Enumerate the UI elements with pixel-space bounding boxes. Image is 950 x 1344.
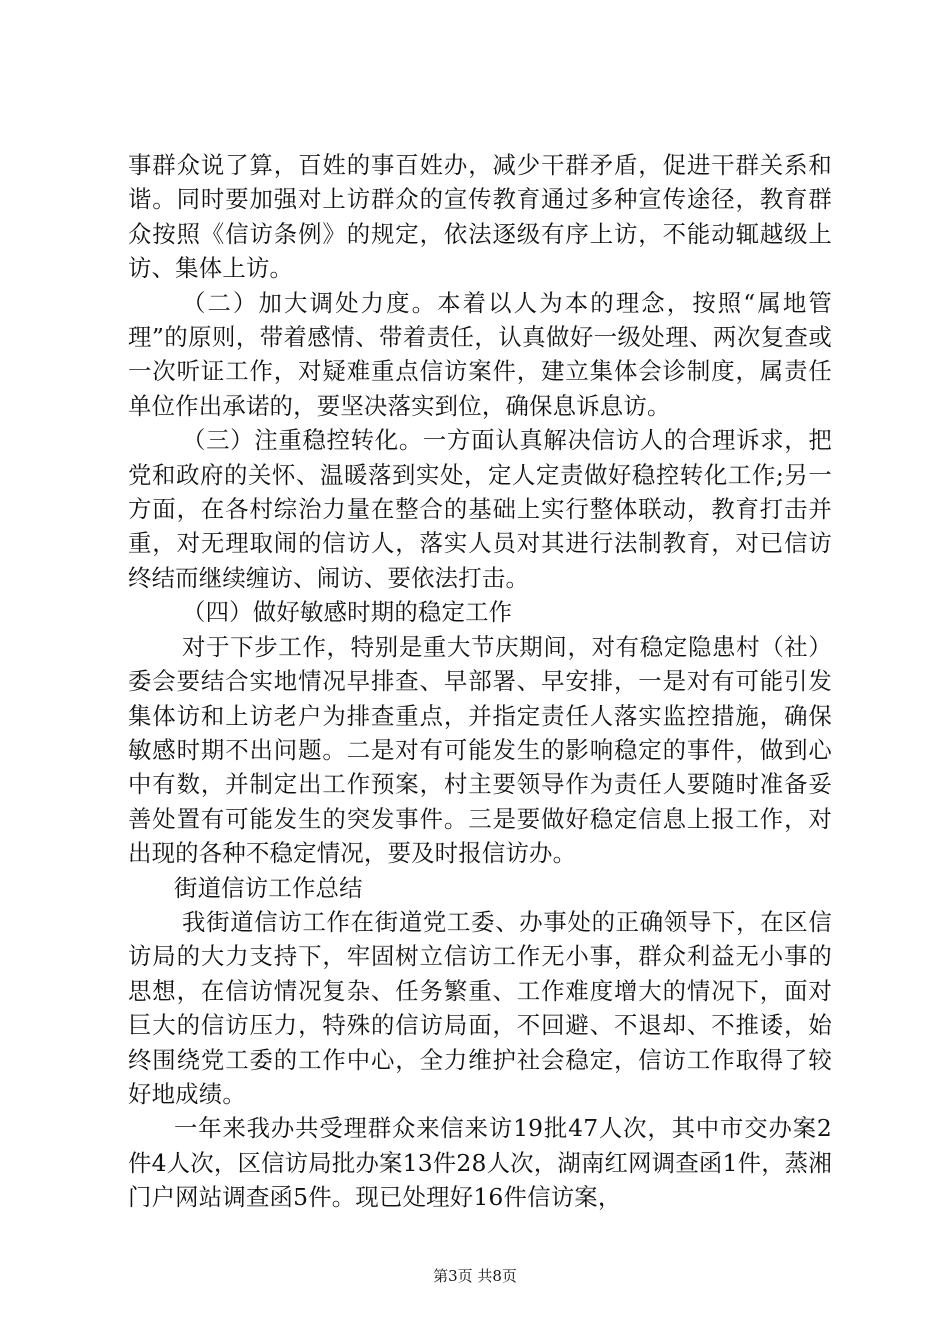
paragraph-section-4: 对于下步工作，特别是重大节庆期间，对有稳定隐患村（社）委会要结合实地情况早排查、早部署、早安排，一是对有可能引发集体访和上访老户为排查重点，并指定责任人落实监控措施，确保敏感时期不出问题。二是对有可能发生的影响稳定的事件，做到心中有数，并制定出工作预案，村主要领导作为责任人要随时准备妥善处置有可能发生的突发事件。三是要做好稳定信息上报工作，对出现的各种不稳定情况，要及时报信访办。 (128, 632, 832, 868)
section-heading-4: （四）做好敏感时期的稳定工作 (182, 598, 513, 627)
paragraph-section-2: （二）加大调处力度。本着以人为本的理念，按照“属地管理”的原则，带着感情、带着责任，认真做好一级处理、两次复查或一次听证工作，对疑难重点信访案件，建立集体会诊制度，属责任单位作出承诺的，要坚决落实到位，确保息诉息访。 (128, 288, 832, 420)
paragraph-summary-stats: 一年来我办共受理群众来信来访19批47人次，其中市交办案2件4人次，区信访局批办案13件28人次，湖南红网调查函1件，蒸湘门户网站调查函5件。现已处理好16件信访案， (128, 1114, 832, 1212)
document-body (128, 148, 832, 1215)
page-number: 第3页 共8页 (433, 1267, 517, 1285)
paragraph-continuation: 事群众说了算，百姓的事百姓办，减少干群矛盾，促进干群关系和谐。同时要加强对上访群众的宣传教育通过多种宣传途径，教育群众按照《信访条例》的规定，依法逐级有序上访，不能动辄越级上访、集体上访。 (128, 151, 832, 283)
paragraph-summary-intro: 我街道信访工作在街道党工委、办事处的正确领导下，在区信访局的大力支持下，牢固树立信访工作无小事，群众利益无小事的思想，在信访情况复杂、任务繁重、工作难度增大的情况下，面对巨大的信访压力，特殊的信访局面，不回避、不退却、不推诿，始终围绕党工委的工作中心，全力维护社会稳定，信访工作取得了较好地成绩。 (128, 907, 832, 1108)
document-title: 街道信访工作总结 (174, 873, 363, 902)
paragraph-section-3: （三）注重稳控转化。一方面认真解决信访人的合理诉求，把党和政府的关怀、温暖落到实处，定人定责做好稳控转化工作;另一方面，在各村综治力量在整合的基础上实行整体联动，教育打击并重，对无理取闹的信访人，落实人员对其进行法制教育，对已信访终结而继续缠访、闹访、要依法打击。 (128, 426, 832, 592)
